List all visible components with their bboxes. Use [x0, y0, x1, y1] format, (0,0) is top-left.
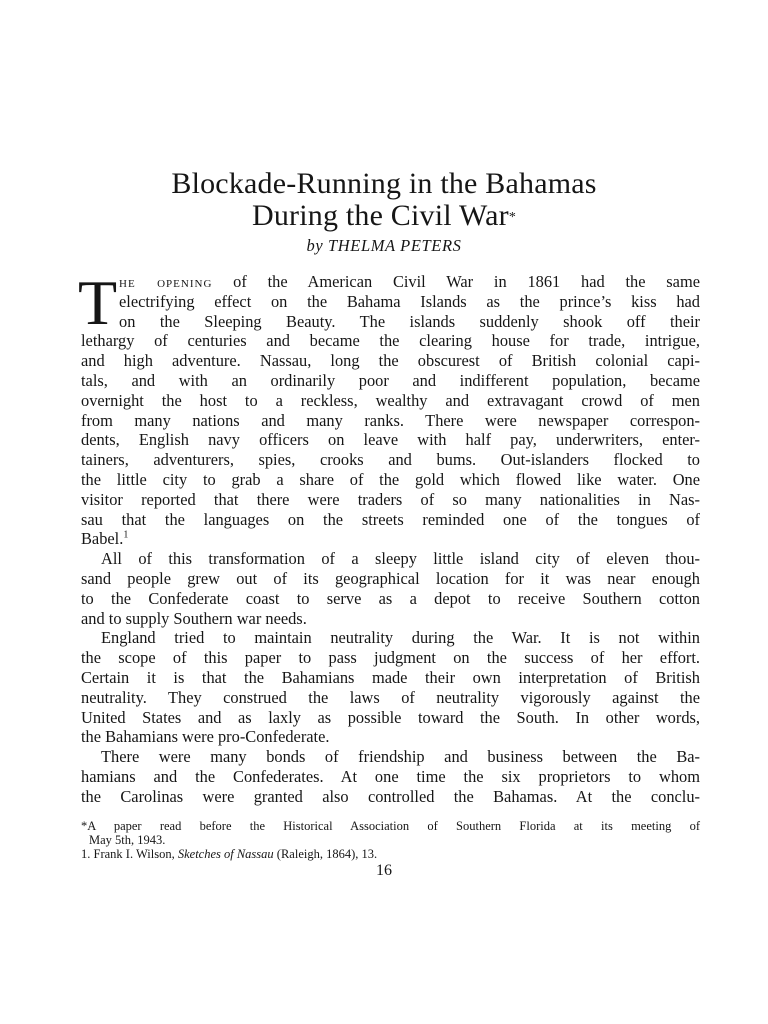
- footnote-1-title: Sketches of Nassau: [177, 847, 274, 861]
- page-number: 16: [376, 862, 392, 879]
- body-line: the little city to grab a share of the gold which flowed like water. One: [81, 469, 700, 489]
- body-line: tainers, adventurers, spies, crooks and bums. Out-islanders flocked to: [81, 450, 700, 470]
- body-line: There were many bonds of friendship and business between the Ba-: [101, 747, 700, 767]
- body-line: on the Sleeping Beauty. The islands suddenly shook off their: [119, 311, 700, 331]
- body-line: dents, English navy officers on leave with half pay, underwriters, enter-: [81, 430, 700, 450]
- body-line: tals, and with an ordinarily poor and indifferent population, became: [81, 370, 700, 390]
- body-line: All of this transformation of a sleepy little island city of eleven thou-: [101, 549, 700, 569]
- body-line: to the Confederate coast to serve as a depot to receive Southern cotton: [81, 588, 700, 608]
- body-line: sau that the languages on the streets reminded one of the tongues of: [81, 509, 700, 529]
- body-line: neutrality. They construed the laws of neutrality vigorously against the: [81, 687, 700, 707]
- body-line: England tried to maintain neutrality during the War. It is not within: [101, 628, 700, 648]
- body-line: overnight the host to a reckless, wealthy and extravagant crowd of men: [81, 390, 700, 410]
- body-line: Babel.$^1$: [81, 529, 129, 549]
- footnotes: [81, 819, 700, 861]
- body-line: from many nations and many ranks. There were newspaper correspon-: [81, 410, 700, 430]
- author-byline: by THELMA PETERS: [306, 236, 462, 255]
- body-line: the scope of this paper to pass judgment on the success of her effort.: [81, 648, 700, 668]
- body-line: sand people grew out of its geographical location for it was near enough: [81, 568, 700, 588]
- body-line: and to supply Southern war needs.: [81, 608, 307, 628]
- body-line: visitor reported that there were traders of so many nationalities in Nas-: [81, 489, 700, 509]
- body-line: lethargy of centuries and became the clearing house for trade, intrigue,: [81, 331, 700, 351]
- article-title-line-1: Blockade-Running in the Bahamas: [171, 167, 597, 200]
- body-line: he opening of the American Civil War in 1861 had the same: [119, 272, 700, 291]
- body-line: the Carolinas were granted also controlled the Bahamas. At the conclu-: [81, 786, 700, 806]
- body-line: Certain it is that the Bahamians made their own interpretation of British: [81, 667, 700, 687]
- article-body: [78, 267, 700, 807]
- drop-cap: T: [78, 267, 118, 338]
- body-line: the Bahamians were pro-Confederate.: [81, 727, 330, 747]
- body-line: and high adventure. Nassau, long the obscurest of British colonial capi-: [81, 351, 700, 371]
- footnote-ref-1: 1: [123, 529, 129, 541]
- footnote-star-line-2: May 5th, 1943.: [89, 833, 166, 847]
- body-line: hamians and the Confederates. At one time the six proprietors to whom: [81, 766, 700, 786]
- body-line: United States and as laxly as possible toward the South. In other words,: [81, 707, 700, 727]
- title-footnote-marker: *: [508, 210, 517, 225]
- article-title-line-2: During the Civil War*: [251, 199, 517, 232]
- footnote-1: 1. Frank I. Wilson, Sketches of Nassau (Raleigh, 1864), 13.: [81, 847, 378, 861]
- footnote-star-line-1: *A paper read before the Historical Association of Southern Florida at its meeting of: [81, 819, 700, 833]
- body-line: electrifying effect on the Bahama Islands as the prince’s kiss had: [119, 291, 700, 311]
- opening-smallcaps: he opening: [119, 275, 213, 291]
